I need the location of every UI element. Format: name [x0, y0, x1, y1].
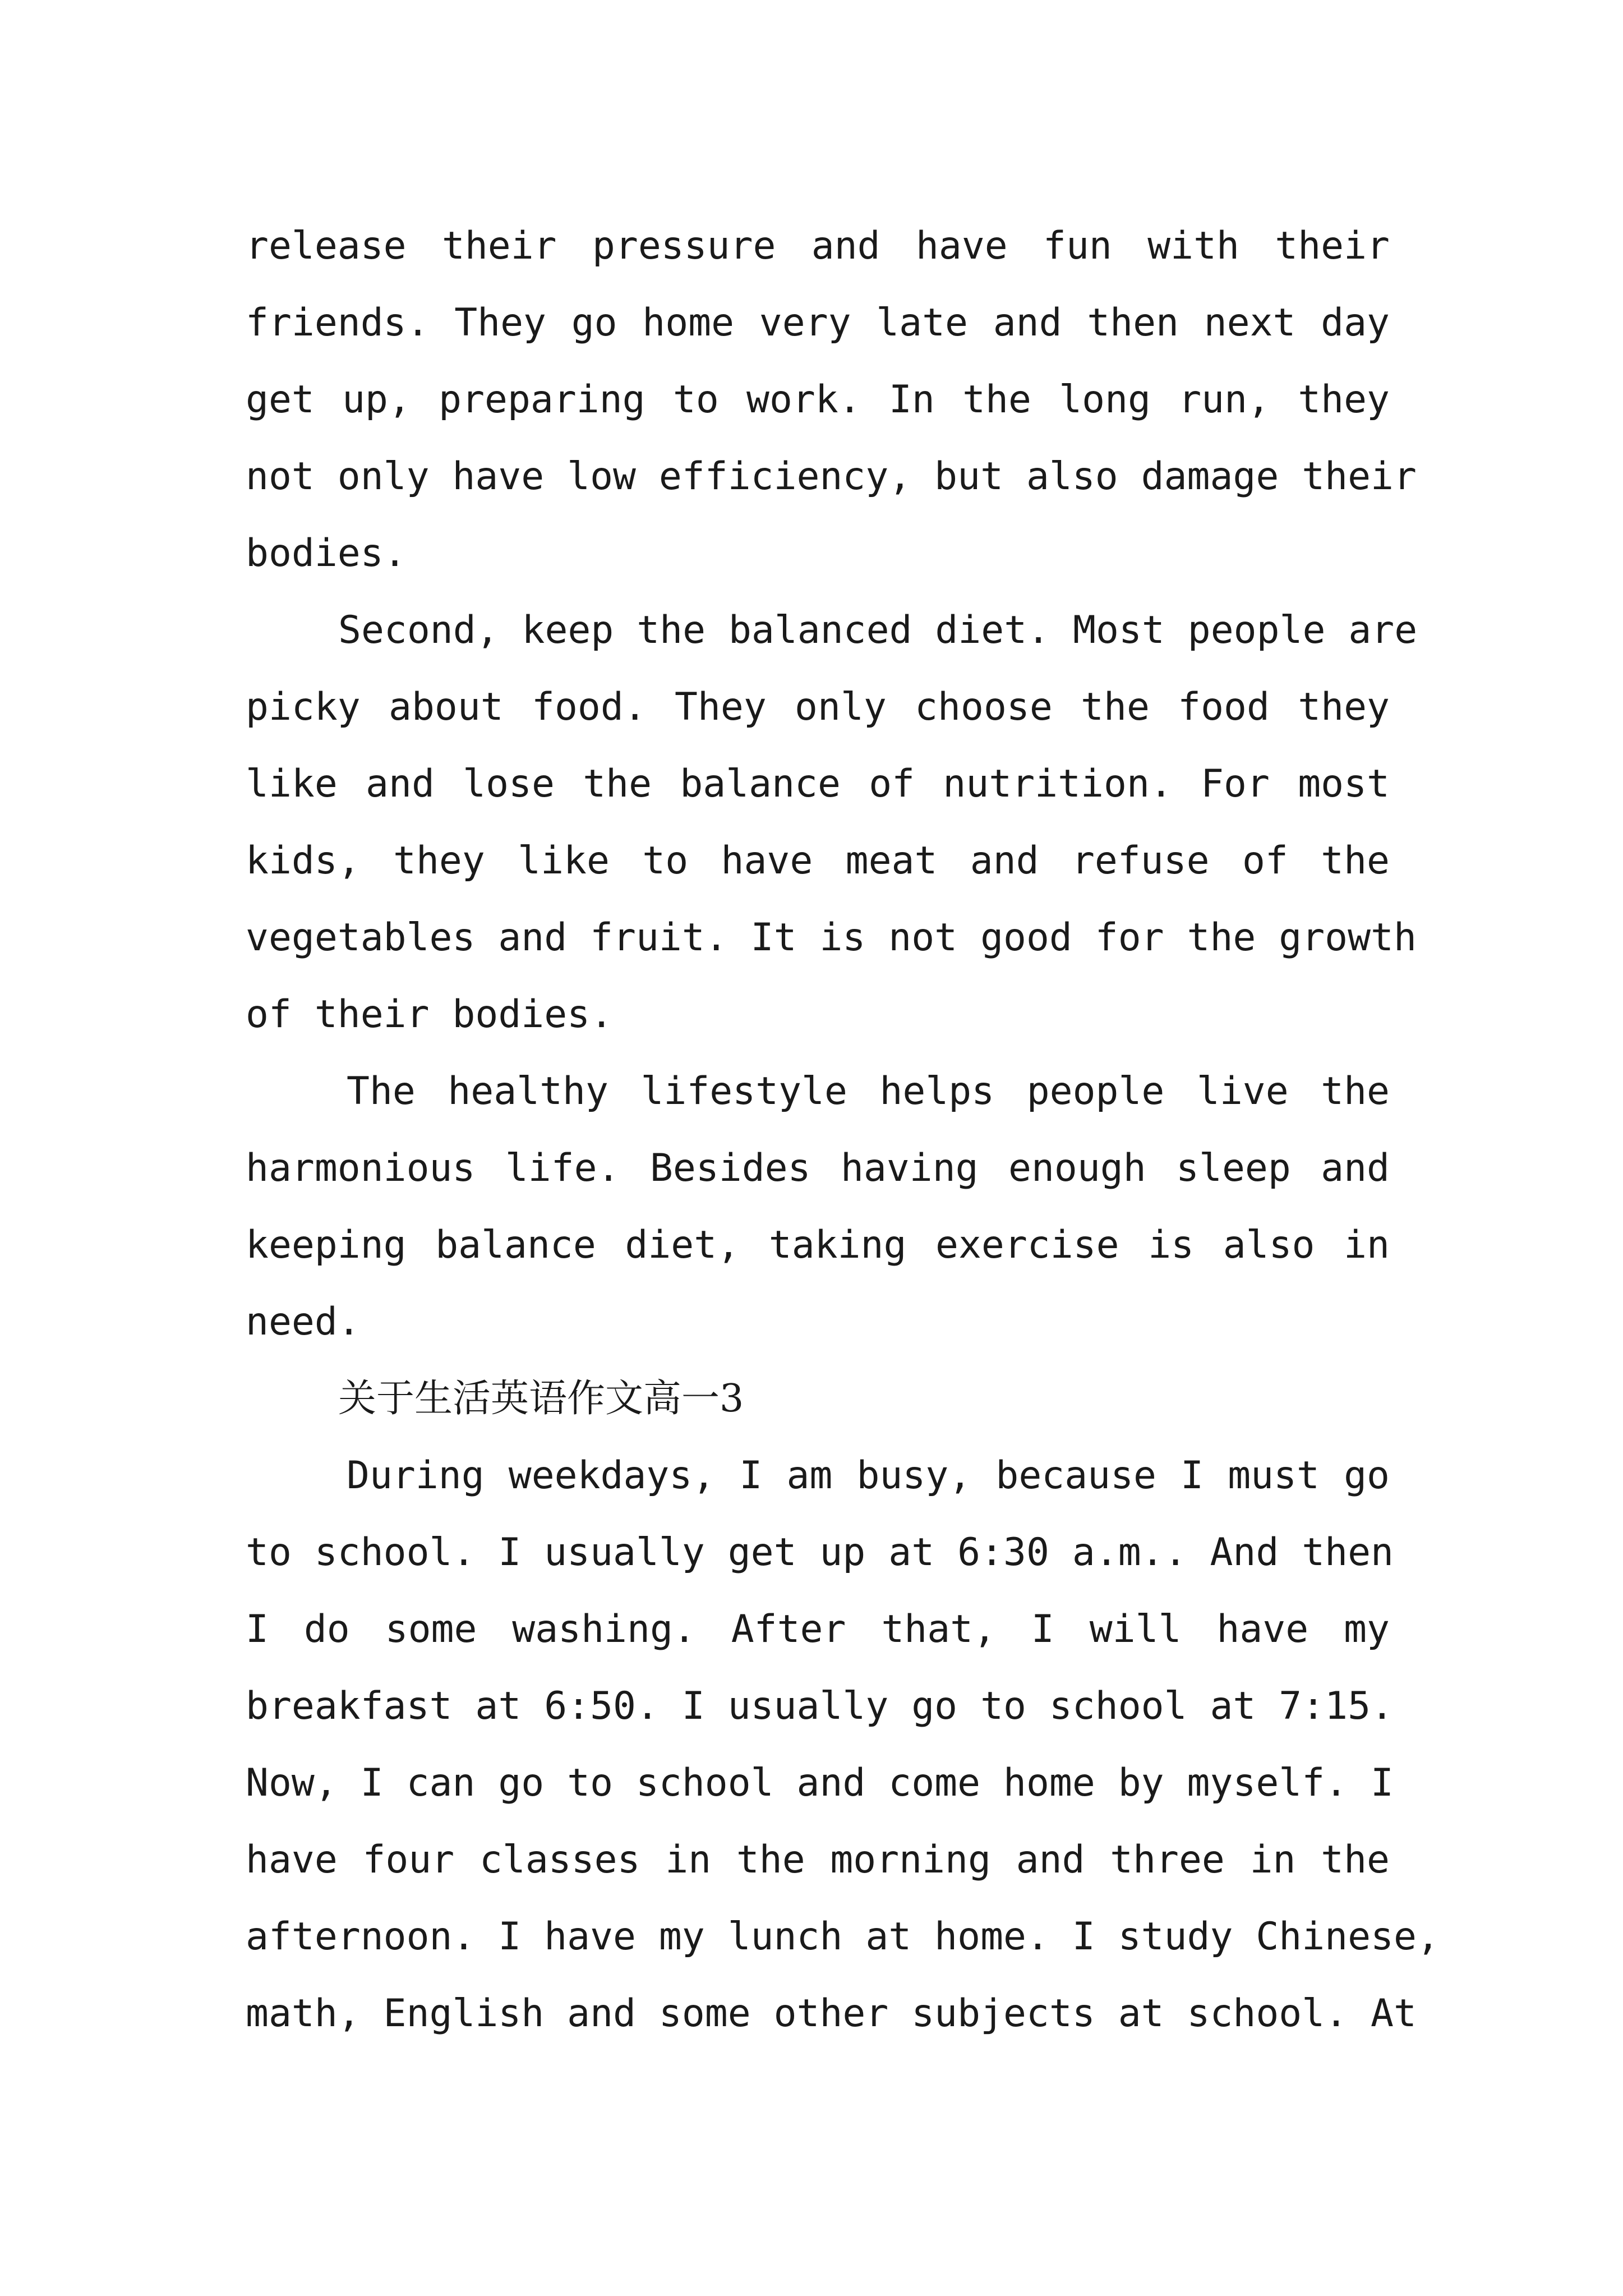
- text-line: keeping balance diet, taking exercise is also in: [246, 1223, 1390, 1267]
- text-line: friends. They go home very late and then next day: [246, 301, 1390, 345]
- text-line: of their bodies.: [246, 992, 614, 1037]
- text-line: Now, I can go to school and come home by myself. I: [246, 1761, 1394, 1805]
- document-body: [246, 208, 1440, 2052]
- paragraph-weekdays: [246, 1437, 1440, 2052]
- text-line: During weekdays, I am busy, because I must go: [347, 1453, 1390, 1498]
- text-line: The healthy lifestyle helps people live the: [347, 1069, 1390, 1114]
- text-line: picky about food. They only choose the food they: [246, 685, 1390, 729]
- text-line: afternoon. I have my lunch at home. I study Chinese,: [246, 1915, 1440, 1959]
- paragraph-conclusion: [246, 1053, 1390, 1360]
- text-line: not only have low efficiency, but also damage their: [246, 454, 1417, 499]
- text-line: have four classes in the morning and three in the: [246, 1838, 1390, 1882]
- text-line: math, English and some other subjects at school. At: [246, 1991, 1417, 2036]
- paragraph-sleep-habits: [246, 208, 1417, 592]
- text-line: bodies.: [246, 531, 407, 576]
- text-line: need.: [246, 1300, 361, 1344]
- text-line: harmonious life. Besides having enough sleep and: [246, 1146, 1390, 1190]
- text-line: vegetables and fruit. It is not good for the growth: [246, 915, 1417, 960]
- text-line: to school. I usually get up at 6:30 a.m.. And then: [246, 1530, 1394, 1575]
- section-heading: 关于生活英语作文高一3: [338, 1377, 744, 1421]
- paragraph-balanced-diet: [246, 592, 1418, 1053]
- text-line: kids, they like to have meat and refuse of the: [246, 839, 1390, 883]
- text-line: release their pressure and have fun with their: [246, 224, 1390, 268]
- text-line: get up, preparing to work. In the long run, they: [246, 378, 1390, 422]
- text-line: Second, keep the balanced diet. Most people are: [338, 608, 1418, 652]
- text-line: like and lose the balance of nutrition. For most: [246, 762, 1390, 806]
- text-line: breakfast at 6:50. I usually go to school at 7:15.: [246, 1684, 1394, 1728]
- text-line: I do some washing. After that, I will have my: [246, 1607, 1390, 1651]
